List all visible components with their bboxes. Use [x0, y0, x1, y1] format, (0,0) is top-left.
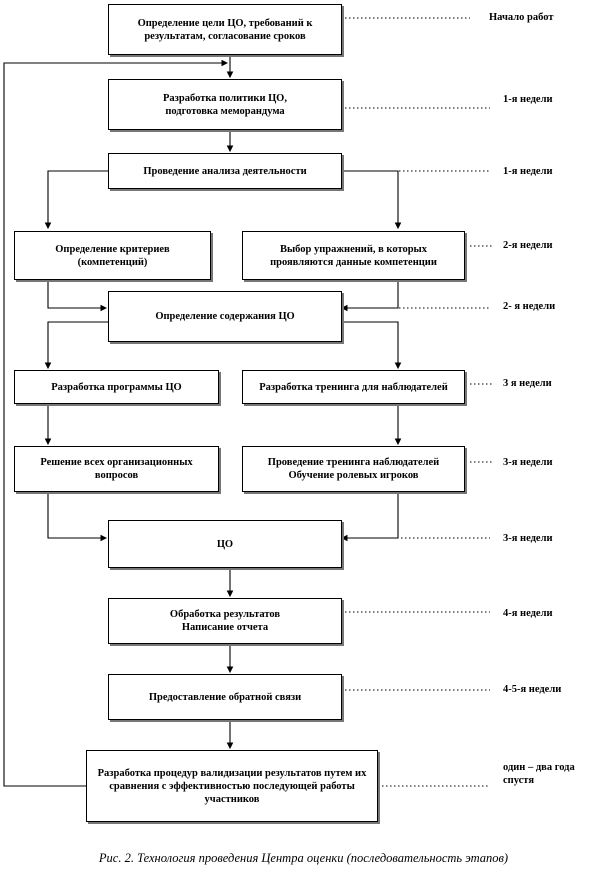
step-feedback: Предоставление обратной связи [108, 674, 342, 720]
arrow-b6-b8 [340, 322, 398, 368]
timeline-week-3a: 3 я недели [503, 378, 552, 389]
timeline-week-3b: 3-я недели [503, 457, 553, 468]
timeline-week-2a: 2-я недели [503, 240, 553, 251]
arrow-b4-b6 [48, 280, 106, 308]
step-process-results: Обработка результатов Написание отчета [108, 598, 342, 644]
timeline-week-4-5: 4-5-я недели [503, 684, 562, 695]
step-select-exercises: Выбор упражнений, в которых проявляются данные компетенции [242, 231, 465, 280]
arrow-b3-b5 [340, 171, 398, 228]
step-define-criteria: Определение критериев (компетенций) [14, 231, 211, 280]
timeline-years-later: один – два года спустя [503, 762, 575, 786]
arrow-b9-b11 [48, 492, 106, 538]
step-develop-policy: Разработка политики ЦО, подготовка меморандума [108, 79, 342, 130]
arrow-b6-b7 [48, 322, 108, 368]
figure-caption: Рис. 2. Технология проведения Центра оценки (последовательность этапов) [98, 851, 509, 865]
step-validation: Разработка процедур валидизации результатов путем их сравнения с эффективностью последующей работы участников [86, 750, 378, 822]
step-develop-observer-training: Разработка тренинга для наблюдателей [242, 370, 465, 404]
timeline-start: Начало работ [489, 12, 554, 23]
step-observer-training: Проведение тренинга наблюдателей Обучение ролевых игроков [242, 446, 465, 492]
timeline-week-1b: 1-я недели [503, 166, 553, 177]
arrow-b3-b4 [48, 171, 108, 228]
timeline-week-3c: 3-я недели [503, 533, 553, 544]
timeline-week-1a: 1-я недели [503, 94, 553, 105]
step-define-content: Определение содержания ЦО [108, 291, 342, 342]
step-activity-analysis: Проведение анализа деятельности [108, 153, 342, 189]
arrow-b10-b11 [342, 492, 398, 538]
arrow-b5-b6 [342, 280, 398, 308]
step-define-goals: Определение цели ЦО, требований к результатам, согласование сроков [108, 4, 342, 55]
timeline-week-2b: 2- я недели [503, 301, 556, 312]
step-organizational-issues: Решение всех организационных вопросов [14, 446, 219, 492]
step-develop-program: Разработка программы ЦО [14, 370, 219, 404]
step-assessment-center: ЦО [108, 520, 342, 568]
timeline-week-4: 4-я недели [503, 608, 553, 619]
